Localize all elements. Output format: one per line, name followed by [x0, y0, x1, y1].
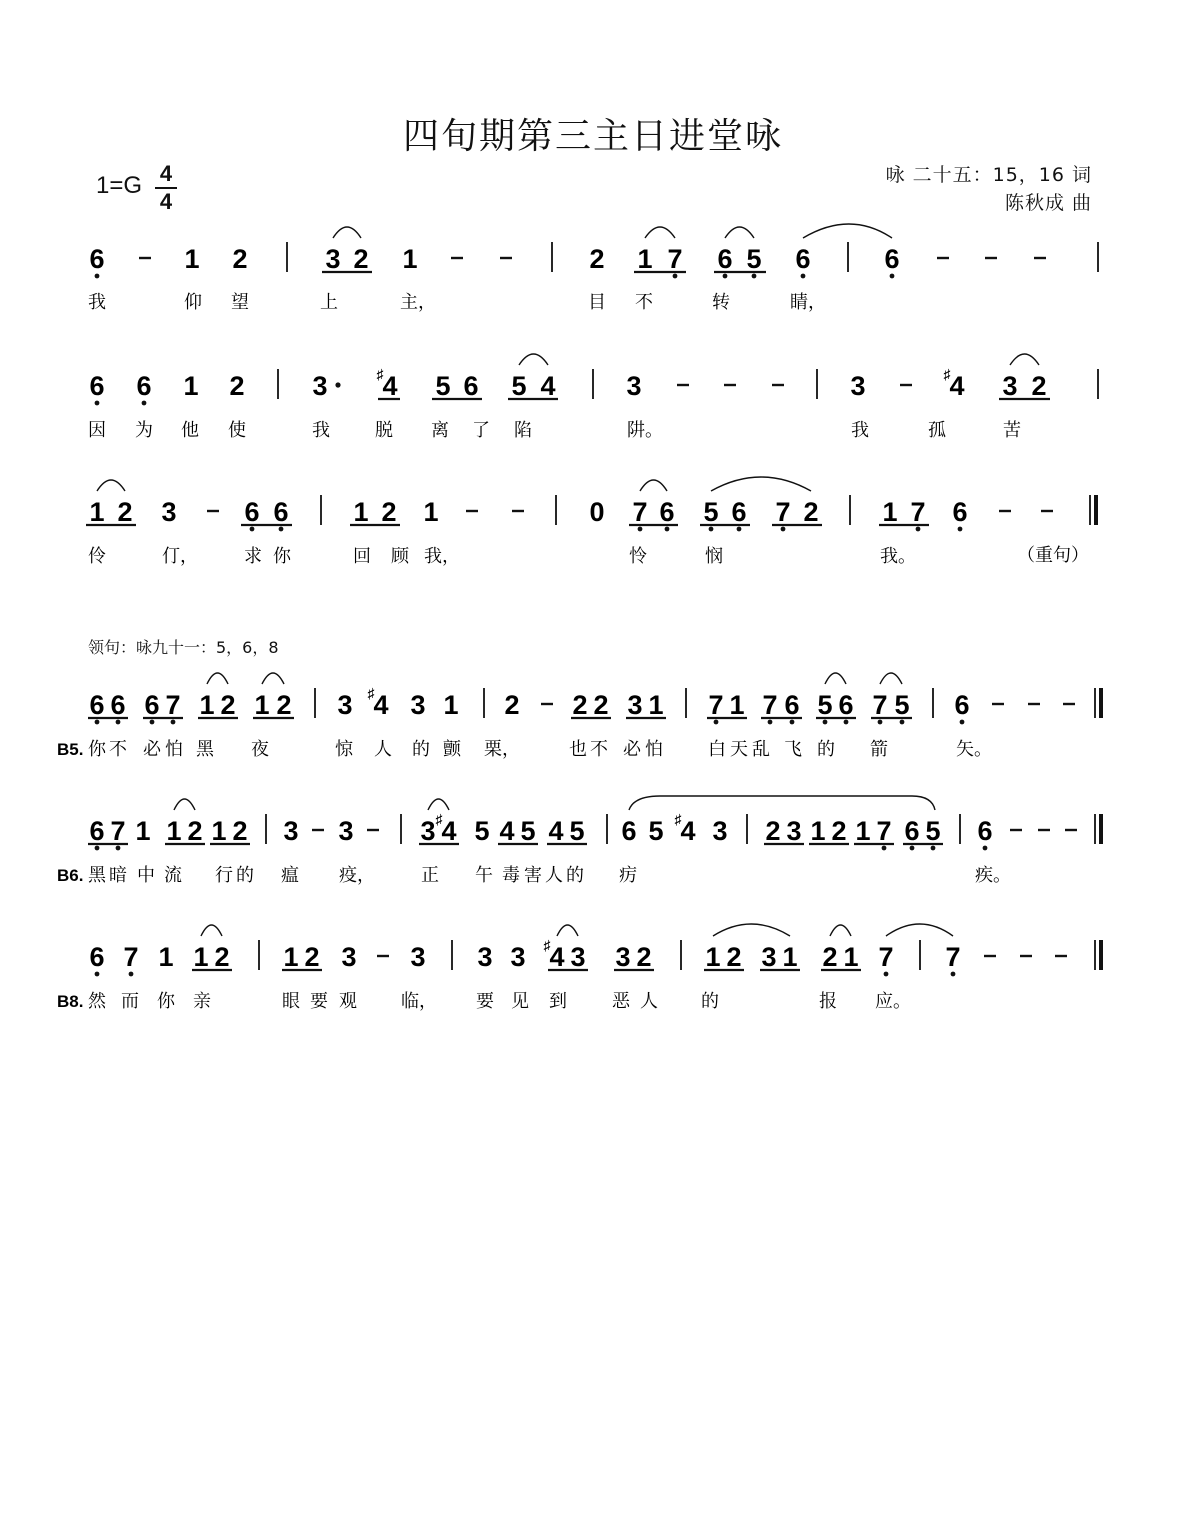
lyric-syllable: 行: [215, 865, 233, 886]
note-digit: 2: [572, 690, 588, 720]
note-digit: 5: [648, 816, 664, 846]
slur-arc: [825, 673, 846, 684]
lyric-syllable: 午: [475, 865, 493, 886]
low-octave-dot: [951, 972, 956, 977]
note-digit: 1: [855, 816, 871, 846]
lyric-syllable: 人: [640, 991, 658, 1012]
low-octave-dot: [737, 527, 742, 532]
lyric-syllable: 乱: [752, 739, 770, 760]
time-signature-bottom: 4: [159, 189, 173, 214]
slur-arc: [333, 227, 361, 238]
slur-arc: [640, 480, 667, 491]
lyric-syllable: 害: [524, 865, 542, 886]
lyric-syllable: 正: [421, 865, 439, 886]
note-digit: 1: [843, 942, 859, 972]
lyric-syllable: 流: [164, 865, 182, 886]
note-digit: 6: [952, 497, 968, 527]
lyric-syllable: 见: [511, 991, 529, 1012]
note-digit: 7: [762, 690, 778, 720]
lyric-syllable: 怜: [629, 546, 647, 567]
lyric-syllable: 暗: [109, 865, 127, 886]
note-digit: 6: [977, 816, 993, 846]
note-digit: 1: [443, 690, 459, 720]
low-octave-dot: [878, 720, 883, 725]
lyric-syllable: 顾: [391, 546, 409, 567]
note-digit: 6: [838, 690, 854, 720]
slur-arc: [262, 673, 284, 684]
low-octave-dot: [890, 274, 895, 279]
note-digit: 3: [626, 371, 642, 401]
tie-arc: [803, 224, 892, 238]
lyric-syllable: 要: [310, 991, 328, 1012]
lyric-syllable: 回: [353, 546, 371, 567]
lyricist-credit: 咏 二十五：15，16 词: [885, 164, 1092, 186]
note-digit: 3: [477, 942, 493, 972]
sharp-sign: ♯: [943, 366, 951, 382]
lyric-syllable: 惊: [335, 739, 353, 760]
note-digit: 6: [273, 497, 289, 527]
note-digit: 3: [510, 942, 526, 972]
lyric-syllable: 人: [374, 739, 392, 760]
lyric-syllable: 我: [88, 292, 106, 313]
lyric-syllable: 他: [181, 420, 199, 441]
slur-arc: [629, 796, 935, 810]
slur-arc: [201, 925, 222, 936]
low-octave-dot: [801, 274, 806, 279]
lyric-syllable: 脱: [375, 420, 393, 441]
note-digit: 2: [831, 816, 847, 846]
note-digit: 7: [910, 497, 926, 527]
note-digit: 2: [117, 497, 133, 527]
note-digit: 6: [110, 690, 126, 720]
lyric-syllable: 疠: [619, 865, 637, 886]
note-digit: 2: [353, 244, 369, 274]
note-digit: 2: [803, 497, 819, 527]
slur-arc: [428, 799, 449, 810]
low-octave-dot: [714, 720, 719, 725]
note-digit: 4: [540, 371, 556, 401]
low-octave-dot: [823, 720, 828, 725]
lyric-syllable: 目: [588, 292, 606, 313]
lyric-syllable: 你: [157, 991, 175, 1012]
low-octave-dot: [250, 527, 255, 532]
note-digit: 3: [570, 942, 586, 972]
lyric-syllable: 因: [88, 420, 106, 441]
note-digit: 7: [945, 942, 961, 972]
lyric-syllable: 黑: [196, 739, 214, 760]
sharp-sign: ♯: [376, 366, 384, 382]
note-digit: 3: [325, 244, 341, 274]
note-digit: 5: [569, 816, 585, 846]
slur-arc: [97, 480, 125, 491]
note-digit: 7: [876, 816, 892, 846]
slur-arc: [557, 925, 578, 936]
note-digit: 2: [765, 816, 781, 846]
lyric-syllable: 也: [569, 739, 587, 760]
slur-arc: [713, 924, 790, 936]
slur-arc: [711, 477, 811, 491]
repeat-mark: （重句）: [1017, 545, 1089, 566]
note-digit: 5: [894, 690, 910, 720]
lyric-syllable: 矢。: [956, 739, 992, 760]
low-octave-dot: [279, 527, 284, 532]
lyric-syllable: 主，: [400, 292, 436, 313]
note-digit: 1: [810, 816, 826, 846]
lyric-syllable: 白: [708, 739, 726, 760]
low-octave-dot: [983, 846, 988, 851]
note-digit: 1: [193, 942, 209, 972]
note-digit: 1: [705, 942, 721, 972]
note-digit: 7: [872, 690, 888, 720]
low-octave-dot: [129, 972, 134, 977]
lyric-syllable: 阱。: [627, 420, 663, 441]
lyric-syllable: 颤: [443, 739, 461, 760]
note-digit: 6: [89, 371, 105, 401]
low-octave-dot: [638, 527, 643, 532]
note-digit: 2: [504, 690, 520, 720]
note-digit: 1: [402, 244, 418, 274]
slur-arc: [645, 227, 675, 238]
low-octave-dot: [882, 846, 887, 851]
note-digit: 3: [341, 942, 357, 972]
lyric-syllable: 毒: [502, 865, 520, 886]
note-digit: 7: [667, 244, 683, 274]
lyric-syllable: 离: [431, 420, 449, 441]
lyric-syllable: 必: [143, 739, 161, 760]
lyric-syllable: 栗，: [484, 739, 520, 760]
note-digit: 1: [254, 690, 270, 720]
lyric-syllable: 陷: [514, 420, 532, 441]
note-digit: 3: [420, 816, 436, 846]
lyric-syllable: 的: [701, 991, 719, 1012]
lyric-syllable: 中: [137, 865, 155, 886]
note-digit: 1: [184, 244, 200, 274]
lyric-syllable: 眼: [282, 991, 300, 1012]
note-digit: 6: [144, 690, 160, 720]
note-digit: 2: [276, 690, 292, 720]
note-digit: 6: [136, 371, 152, 401]
note-digit: 6: [717, 244, 733, 274]
low-octave-dot: [931, 846, 936, 851]
note-digit: 7: [775, 497, 791, 527]
note-digit: 3: [161, 497, 177, 527]
lyric-syllable: 而: [121, 991, 139, 1012]
note-digit: 4: [441, 816, 457, 846]
low-octave-dot: [960, 720, 965, 725]
note-digit: 3: [615, 942, 631, 972]
lyric-syllable: 瘟: [281, 865, 299, 886]
lyric-syllable: 仃，: [162, 546, 198, 567]
note-digit: 2: [214, 942, 230, 972]
note-digit: 1: [283, 942, 299, 972]
low-octave-dot: [95, 274, 100, 279]
note-digit: 6: [731, 497, 747, 527]
note-digit: 6: [89, 244, 105, 274]
lyric-syllable: 怕: [645, 739, 663, 760]
note-digit: 1: [199, 690, 215, 720]
slur-arc: [1010, 354, 1039, 365]
note-digit: 2: [304, 942, 320, 972]
lyric-syllable: 伶: [88, 546, 106, 567]
lyric-syllable: 望: [231, 292, 249, 313]
low-octave-dot: [95, 401, 100, 406]
lyric-syllable: 不: [109, 739, 127, 760]
low-octave-dot: [95, 972, 100, 977]
lyric-syllable: 到: [549, 991, 567, 1012]
low-octave-dot: [709, 527, 714, 532]
note-digit: 1: [353, 497, 369, 527]
note-digit: 7: [708, 690, 724, 720]
lyric-syllable: 的: [817, 739, 835, 760]
low-octave-dot: [673, 274, 678, 279]
note-digit: 1: [158, 942, 174, 972]
low-octave-dot: [142, 401, 147, 406]
low-octave-dot: [790, 720, 795, 725]
note-digit: 6: [904, 816, 920, 846]
lyric-syllable: 飞: [784, 739, 802, 760]
lyric-syllable: 你: [88, 739, 106, 760]
tie-arc: [886, 924, 953, 936]
lyric-syllable: 使: [228, 420, 246, 441]
lyric-syllable: 亲: [193, 991, 211, 1012]
lyric-syllable: 的: [412, 739, 430, 760]
note-digit: 6: [89, 690, 105, 720]
note-digit: 1: [423, 497, 439, 527]
low-octave-dot: [171, 720, 176, 725]
lyric-syllable: 不: [590, 739, 608, 760]
note-digit: 1: [782, 942, 798, 972]
note-digit: 7: [878, 942, 894, 972]
low-octave-dot: [844, 720, 849, 725]
note-digit: 4: [549, 942, 565, 972]
low-octave-dot: [665, 527, 670, 532]
lyric-syllable: 我，: [424, 546, 460, 567]
note-digit: 6: [659, 497, 675, 527]
note-digit: 3: [850, 371, 866, 401]
lyric-syllable: 人: [545, 865, 563, 886]
lyric-syllable: 箭: [870, 739, 888, 760]
note-digit: 2: [232, 244, 248, 274]
note-digit: 2: [726, 942, 742, 972]
note-digit: 6: [89, 816, 105, 846]
lyric-syllable: 要: [476, 991, 494, 1012]
lyric-syllable: 了: [472, 420, 490, 441]
lyric-syllable: 苦: [1003, 420, 1021, 441]
note-digit: 6: [463, 371, 479, 401]
note-digit: 1: [166, 816, 182, 846]
slur-arc: [207, 673, 228, 684]
lyric-syllable: 夜: [251, 739, 269, 760]
lyric-syllable: 上: [320, 292, 338, 313]
note-digit: 4: [949, 371, 965, 401]
time-signature-top: 4: [159, 161, 173, 186]
note-digit: 5: [746, 244, 762, 274]
note-digit: 2: [593, 690, 609, 720]
note-digit: 7: [165, 690, 181, 720]
note-digit: 1: [89, 497, 105, 527]
sharp-sign: ♯: [543, 937, 551, 953]
sharp-sign: ♯: [674, 811, 682, 827]
lyric-syllable: 疫，: [339, 865, 375, 886]
low-octave-dot: [723, 274, 728, 279]
note-digit: 2: [187, 816, 203, 846]
note-digit: 6: [621, 816, 637, 846]
note-digit: 4: [548, 816, 564, 846]
note-digit: 3: [627, 690, 643, 720]
note-digit: 5: [474, 816, 490, 846]
low-octave-dot: [916, 527, 921, 532]
note-digit: 4: [499, 816, 515, 846]
sharp-sign: ♯: [435, 811, 443, 827]
note-digit: 4: [680, 816, 696, 846]
slur-arc: [880, 673, 902, 684]
lyric-syllable: 我: [851, 420, 869, 441]
lyric-syllable: 观: [339, 991, 357, 1012]
note-digit: 1: [637, 244, 653, 274]
note-digit: 3: [761, 942, 777, 972]
lyric-syllable: 我: [312, 420, 330, 441]
note-digit: 6: [244, 497, 260, 527]
lyric-syllable: 应。: [875, 991, 911, 1012]
lyric-syllable: 天: [730, 739, 748, 760]
lyric-syllable: 仰: [184, 292, 202, 313]
lyric-syllable: 必: [623, 739, 641, 760]
note-digit: 4: [373, 690, 389, 720]
note-digit: 2: [1031, 371, 1047, 401]
note-digit: 5: [520, 816, 536, 846]
note-digit: 1: [135, 816, 151, 846]
low-octave-dot: [95, 846, 100, 851]
key-signature: 1=G: [96, 172, 143, 199]
note-digit: 0: [589, 497, 605, 527]
verse-label: B8.: [57, 992, 84, 1011]
composer-credit: 陈秋成 曲: [1004, 192, 1092, 214]
slur-arc: [174, 799, 195, 810]
lyric-syllable: 孤: [928, 420, 946, 441]
lyric-syllable: 你: [273, 546, 291, 567]
slur-arc: [725, 227, 754, 238]
lyric-syllable: 疾。: [975, 865, 1011, 886]
note-digit: 2: [822, 942, 838, 972]
lyric-syllable: 临，: [401, 991, 437, 1012]
note-digit: 5: [511, 371, 527, 401]
note-digit: 3: [786, 816, 802, 846]
note-digit: 7: [110, 816, 126, 846]
lyric-syllable: 不: [635, 292, 653, 313]
note-digit: 3: [312, 371, 328, 401]
note-digit: 6: [784, 690, 800, 720]
verse-label: B6.: [57, 866, 84, 885]
lyric-syllable: 黑: [88, 865, 106, 886]
lead-verse-note: 领句：咏九十一：5，6，8: [88, 638, 279, 657]
note-digit: 3: [337, 690, 353, 720]
page-title: 四旬期第三主日进堂咏: [402, 116, 783, 157]
augmentation-dot: [335, 382, 340, 387]
note-digit: 5: [817, 690, 833, 720]
lyric-syllable: 睛，: [790, 292, 826, 313]
lyric-syllable: 恶: [612, 991, 630, 1012]
note-digit: 7: [123, 942, 139, 972]
low-octave-dot: [116, 720, 121, 725]
note-digit: 3: [712, 816, 728, 846]
low-octave-dot: [116, 846, 121, 851]
note-digit: 2: [229, 371, 245, 401]
note-digit: 3: [338, 816, 354, 846]
note-digit: 2: [636, 942, 652, 972]
low-octave-dot: [958, 527, 963, 532]
note-digit: 4: [382, 371, 398, 401]
low-octave-dot: [884, 972, 889, 977]
low-octave-dot: [781, 527, 786, 532]
lyric-syllable: 的: [236, 865, 254, 886]
note-digit: 5: [703, 497, 719, 527]
low-octave-dot: [150, 720, 155, 725]
note-digit: 3: [410, 942, 426, 972]
lyric-syllable: 转: [712, 292, 730, 313]
note-digit: 3: [410, 690, 426, 720]
lyric-syllable: 怕: [165, 739, 183, 760]
low-octave-dot: [910, 846, 915, 851]
note-digit: 6: [89, 942, 105, 972]
note-digit: 1: [211, 816, 227, 846]
note-digit: 1: [729, 690, 745, 720]
verse-label: B5.: [57, 740, 84, 759]
low-octave-dot: [95, 720, 100, 725]
note-digit: 6: [954, 690, 970, 720]
lyric-syllable: 的: [566, 865, 584, 886]
lyric-syllable: 我。: [880, 546, 916, 567]
lyric-syllable: 报: [819, 991, 837, 1012]
note-digit: 3: [1002, 371, 1018, 401]
note-digit: 7: [632, 497, 648, 527]
note-digit: 6: [795, 244, 811, 274]
low-octave-dot: [900, 720, 905, 725]
note-digit: 5: [435, 371, 451, 401]
slur-arc: [830, 925, 851, 936]
low-octave-dot: [752, 274, 757, 279]
note-digit: 5: [925, 816, 941, 846]
note-digit: 2: [220, 690, 236, 720]
lyric-syllable: 然: [88, 991, 106, 1012]
sharp-sign: ♯: [367, 685, 375, 701]
slur-arc: [519, 354, 548, 365]
lyric-syllable: 悯: [705, 546, 723, 567]
note-digit: 1: [882, 497, 898, 527]
note-digit: 2: [381, 497, 397, 527]
low-octave-dot: [768, 720, 773, 725]
note-digit: 2: [232, 816, 248, 846]
note-digit: 6: [884, 244, 900, 274]
note-digit: 2: [589, 244, 605, 274]
note-digit: 1: [648, 690, 664, 720]
note-digit: 1: [183, 371, 199, 401]
lyric-syllable: 为: [135, 420, 153, 441]
note-digit: 3: [283, 816, 299, 846]
lyric-syllable: 求: [244, 546, 262, 567]
